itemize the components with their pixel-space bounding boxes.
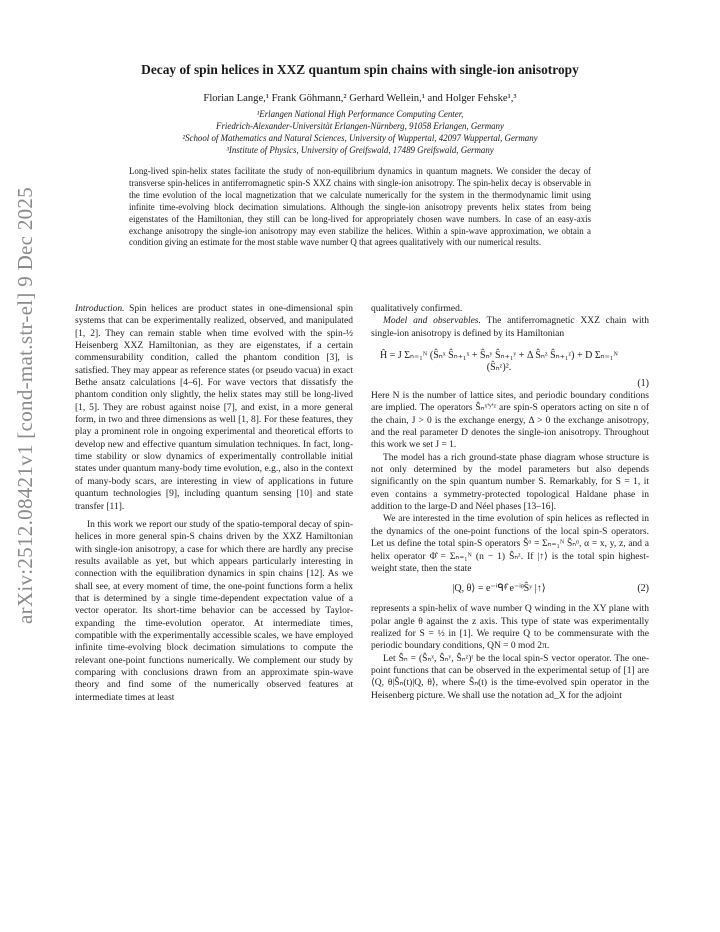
affiliations (60, 108, 660, 156)
equation-1-body: Ĥ = J Σₙ₌₁ᴺ (Ŝₙˣ Ŝₙ₊₁ˣ + Ŝₙʸ Ŝₙ₊₁ʸ + Δ Ŝₙᶻ Ŝₙ₊₁ᶻ) + D Σₙ₌₁ᴺ (Ŝₙᶻ)². (379, 350, 619, 374)
abstract: Long-lived spin-helix states facilitate the study of non-equilibrium dynamics in quantum magnets. We consider the decay of transverse spin-helices in antiferromagnetic spin-S XXZ chains with single-ion anisotropy. The spin-helix decay is observable in the time evolution of the local magnetization that we calculate numerically for the system in the thermodynamic limit using infinite time-evolving block decimation simulations. Although the single-ion anisotropy prevents helix states from being eigenstates of the Hamiltonian, they still can be long-lived for appropriately chosen wave numbers. In case of an easy-axis exchange anisotropy the single-ion anisotropy may even stabilize the helices. Within a spin-wave approximation, we obtain a condition giving an estimate for the most stable wave number Q that agrees qualitatively with our numerical results. (129, 166, 591, 248)
affiliation-line: ³Institute of Physics, University of Greifswald, 17489 Greifswald, Germany (226, 145, 494, 155)
affiliation-line: ¹Erlangen National High Performance Computing Center, (256, 109, 464, 119)
equation-2 (371, 575, 649, 603)
body-paragraph: Let Ŝₙ = (Ŝₙˣ, Ŝₙʸ, Ŝₙᶻ)ᵗ be the local spin-S vector operator. The one-point functions that can be observed in the experimental setup of [1] are ⟨Q, θ|Ŝₙ(t)|Q, θ⟩, where Ŝₙ(t) is the time-evolved spin operator in the Heisenberg picture. We shall use the notation ad_X for the adjoint (371, 653, 649, 701)
body-paragraph: represents a spin-helix of wave number Q winding in the XY plane with polar angle θ against the z axis. This type of state was experimentally realized for S = ½ in [1]. We require Q to be commensurate with the periodic boundary conditions, QN = 0 mod 2π. (371, 604, 649, 652)
body-paragraph: In this work we report our study of the spatio-temporal decay of spin-helices in more general spin-S chains driven by the XXZ Hamiltonian with single-ion anisotropy, a case for which there are hardly any precise results available as yet, but which appears particularly interesting in connection with the equilibration dynamics in spin chains [12]. As we shall see, at every moment of time, the one-point functions form a helix that is determined by a single time-dependent expectation value of a vector operator. Its short-time behavior can be accessed by Taylor-expanding the time-evolution operator. At intermediate times, compatible with the experimentally accessible scales, we have employed infinite time-evolving block decimation simulations to compute the relevant one-point functions numerically. We complement our study by comparing with conclusions drawn from an approximate spin-wave theory and find some of the numerically observed features at intermediate times at least (75, 519, 353, 703)
affiliation-line: ²School of Mathematics and Natural Sciences, University of Wuppertal, 42097 Wuppertal, Germany (182, 133, 538, 143)
intro-text: Spin helices are product states in one-dimensional spin systems that can be experimentally realized, observed, and manipulated [1, 2]. They can remain stable when time evolved with the spin-½ Heisenberg XXZ Hamiltonian, as they are eigenstates, if a certain commensurability condition, called the phantom condition [3], is satisfied. They may appear as reference states (or pseudo vacua) in exact Bethe ansatz calculations [4–6]. For wave vectors that dissatisfy the phantom condition only slightly, the helix states may still be long-lived [1, 5]. They are robust against noise [7], and exist, in a more general form, in two and three dimensions as well [1, 8]. For these features, they play a prominent role in ongoing experimental and theoretical efforts to develop new and effective quantum simulation techniques. In fact, long-time stability or slow dynamics of experimentally controllable initial states under quantum many-body time evolution, e.g., also in the context of many-body scars, are interesting in view of applications in future quantum technologies [9], including quantum sensing [10] and state transfer [11]. (75, 304, 353, 512)
equation-1 (371, 340, 649, 390)
equation-2-number: (2) (637, 583, 649, 595)
intro-paragraph (75, 303, 353, 513)
left-column (75, 303, 353, 704)
model-heading: Model and observables. (383, 316, 481, 327)
continued-paragraph: qualitatively confirmed. (371, 304, 463, 314)
affiliation-line: Friedrich-Alexander-Universität Erlangen-Nürnberg, 91058 Erlangen, Germany (216, 121, 504, 131)
intro-heading: Introduction. (75, 304, 125, 314)
body-paragraph: We are interested in the time evolution of spin helices as reflected in the dynamics of the one-point functions of the local spin-S operators. Let us define the total spin-S operators Ŝᵅ = Σₙ₌₁ᴺ Ŝₙᵅ, α = x, y, z, and a helix operator Φ̂ = Σₙ₌₁ᴺ (n − 1) Ŝₙᶻ. If |↑⟩ is the total spin highest-weight state, then the state (371, 514, 649, 574)
equation-2-body: |Q, θ⟩ = e⁻ⁱᑫᶲ̂ e⁻ⁱᶿŜʸ |↑⟩ (452, 583, 546, 595)
model-paragraph (371, 315, 649, 340)
arxiv-identifier: arXiv:2512.08421v1 [cond-mat.str-el] 9 Dec 2025 (13, 186, 38, 624)
equation-1-number: (1) (637, 377, 649, 389)
body-paragraph: Here N is the number of lattice sites, and periodic boundary conditions are implied. The operators Ŝₙˣ'ʸ'ᶻ are spin-S operators acting on site n of the chain, J > 0 is the exchange energy, Δ > 0 the exchange anisotropy, and the real parameter D denotes the single-ion anisotropy. Throughout this work we set J = 1. (371, 391, 649, 451)
arxiv-sidebar-stamp (6, 160, 46, 650)
right-column (371, 303, 649, 702)
paper-title: Decay of spin helices in XXZ quantum spin chains with single-ion anisotropy (141, 62, 579, 77)
body-paragraph: The model has a rich ground-state phase diagram whose structure is not only determined by the model parameters but also depends significantly on the spin quantum number S. Remarkably, for S = 1, it even contains a symmetry-protected topological Haldane phase in addition to the large-D and Néel phases [13–16]. (371, 452, 649, 513)
model-text: The antiferromagnetic XXZ chain with single-ion anisotropy is defined by its Hamiltonian (371, 316, 650, 339)
author-list: Florian Lange,¹ Frank Göhmann,² Gerhard Wellein,¹ and Holger Fehske¹,³ (203, 93, 517, 104)
